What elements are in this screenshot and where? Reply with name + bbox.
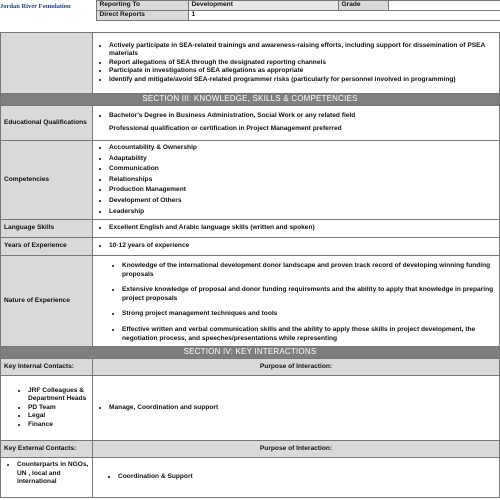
external-purpose-header: Purpose of Interaction: bbox=[93, 441, 500, 458]
internal-contacts-header: Key Internal Contacts: bbox=[1, 359, 93, 376]
list-item: • PD Team bbox=[28, 404, 89, 413]
grade-label: Grade bbox=[338, 1, 388, 11]
nature-list bbox=[96, 262, 496, 343]
list-item: • Relationships bbox=[109, 175, 496, 186]
education-cell bbox=[93, 106, 500, 141]
reporting-label: Reporting To bbox=[96, 1, 188, 11]
psea-list bbox=[96, 42, 496, 85]
section-4-title: SECTION IV: KEY INTERACTIONS bbox=[1, 347, 500, 359]
language-cell bbox=[93, 220, 500, 238]
list-item: • Coordination & Support bbox=[118, 473, 496, 482]
competencies-cell bbox=[93, 141, 500, 220]
language-label: Language Skills bbox=[1, 220, 93, 238]
list-item: • Production Management bbox=[109, 185, 496, 196]
list-item: • Effective written and verbal communication skills and the ability to apply those skills in project development, the negotiation process, and speeches/presentations while representing bbox=[122, 326, 496, 343]
external-contacts-cell bbox=[1, 458, 93, 498]
reporting-value: Development bbox=[188, 1, 338, 11]
internal-contacts-list bbox=[15, 387, 89, 430]
list-item: • Adaptability bbox=[109, 154, 496, 165]
list-item: • Excellent English and Arabic language skills (written and spoken) bbox=[109, 224, 496, 233]
list-item: • JRF Colleagues & Department Heads bbox=[28, 387, 89, 404]
internal-purpose-cell bbox=[93, 376, 500, 441]
list-item: • Accountability & Ownership bbox=[109, 143, 496, 154]
list-item: • Strong project management techniques and tools bbox=[122, 310, 496, 319]
list-item: • Manage, Coordination and support bbox=[109, 404, 496, 413]
list-item: • Legal bbox=[28, 412, 89, 421]
years-label: Years of Experience bbox=[1, 238, 93, 256]
competencies-list bbox=[96, 143, 496, 217]
education-label: Educational Qualifications bbox=[1, 106, 93, 141]
list-item: • Leadership bbox=[109, 207, 496, 218]
list-item: Professional qualification or certification in Project Management preferred bbox=[109, 125, 342, 132]
list-item: • Communication bbox=[109, 164, 496, 175]
nature-label: Nature of Experience bbox=[1, 256, 93, 347]
psea-cell bbox=[93, 33, 500, 94]
main-table bbox=[0, 32, 500, 498]
nature-cell bbox=[93, 256, 500, 347]
list-item: • Participate in investigations of SEA allegations as appropriate bbox=[109, 67, 496, 76]
external-contacts-header: Key External Contacts: bbox=[1, 441, 93, 458]
organization-name: Jordan River Foundation bbox=[0, 3, 71, 10]
direct-reports-label: Direct Reports bbox=[96, 11, 188, 21]
list-item: • Report allegations of SEA through the designated reporting channels bbox=[109, 59, 496, 68]
list-item: • Counterparts in NGOs, UN , local and international bbox=[17, 461, 89, 487]
internal-purpose-header: Purpose of Interaction: bbox=[93, 359, 500, 376]
education-list bbox=[96, 112, 496, 133]
list-item: • 10-12 years of experience bbox=[109, 242, 496, 251]
grade-value bbox=[388, 1, 500, 11]
list-item: • Identify and mitigate/avoid SEA-related programmer risks (particularly for personnel involved in programming) bbox=[109, 76, 496, 85]
list-item: • Development of Others bbox=[109, 196, 496, 207]
list-item: • Actively participate in SEA-related trainings and awareness-raising efforts, including support for dissemination of PSEA materials bbox=[109, 42, 496, 59]
external-contacts-list bbox=[4, 461, 89, 487]
internal-contacts-cell bbox=[1, 376, 93, 441]
organization-logo bbox=[0, 0, 86, 24]
list-item: • Extensive knowledge of proposal and donor funding requirements and the ability to apply that knowledge in preparing project proposals bbox=[122, 286, 496, 303]
section-3-title: SECTION III: KNOWLEDGE, SKILLS & COMPETENCIES bbox=[1, 94, 500, 106]
years-cell bbox=[93, 238, 500, 256]
list-item: • Finance bbox=[28, 421, 89, 430]
list-item: • Bachelor's Degree in Business Administration, Social Work or any related field bbox=[109, 112, 496, 121]
psea-label-cell bbox=[1, 33, 93, 94]
competencies-label: Competencies bbox=[1, 141, 93, 220]
external-purpose-cell bbox=[93, 458, 500, 498]
direct-reports-value: 1 bbox=[188, 11, 500, 21]
list-item: • Knowledge of the international development donor landscape and proven track record of developing winning funding proposals bbox=[122, 262, 496, 279]
